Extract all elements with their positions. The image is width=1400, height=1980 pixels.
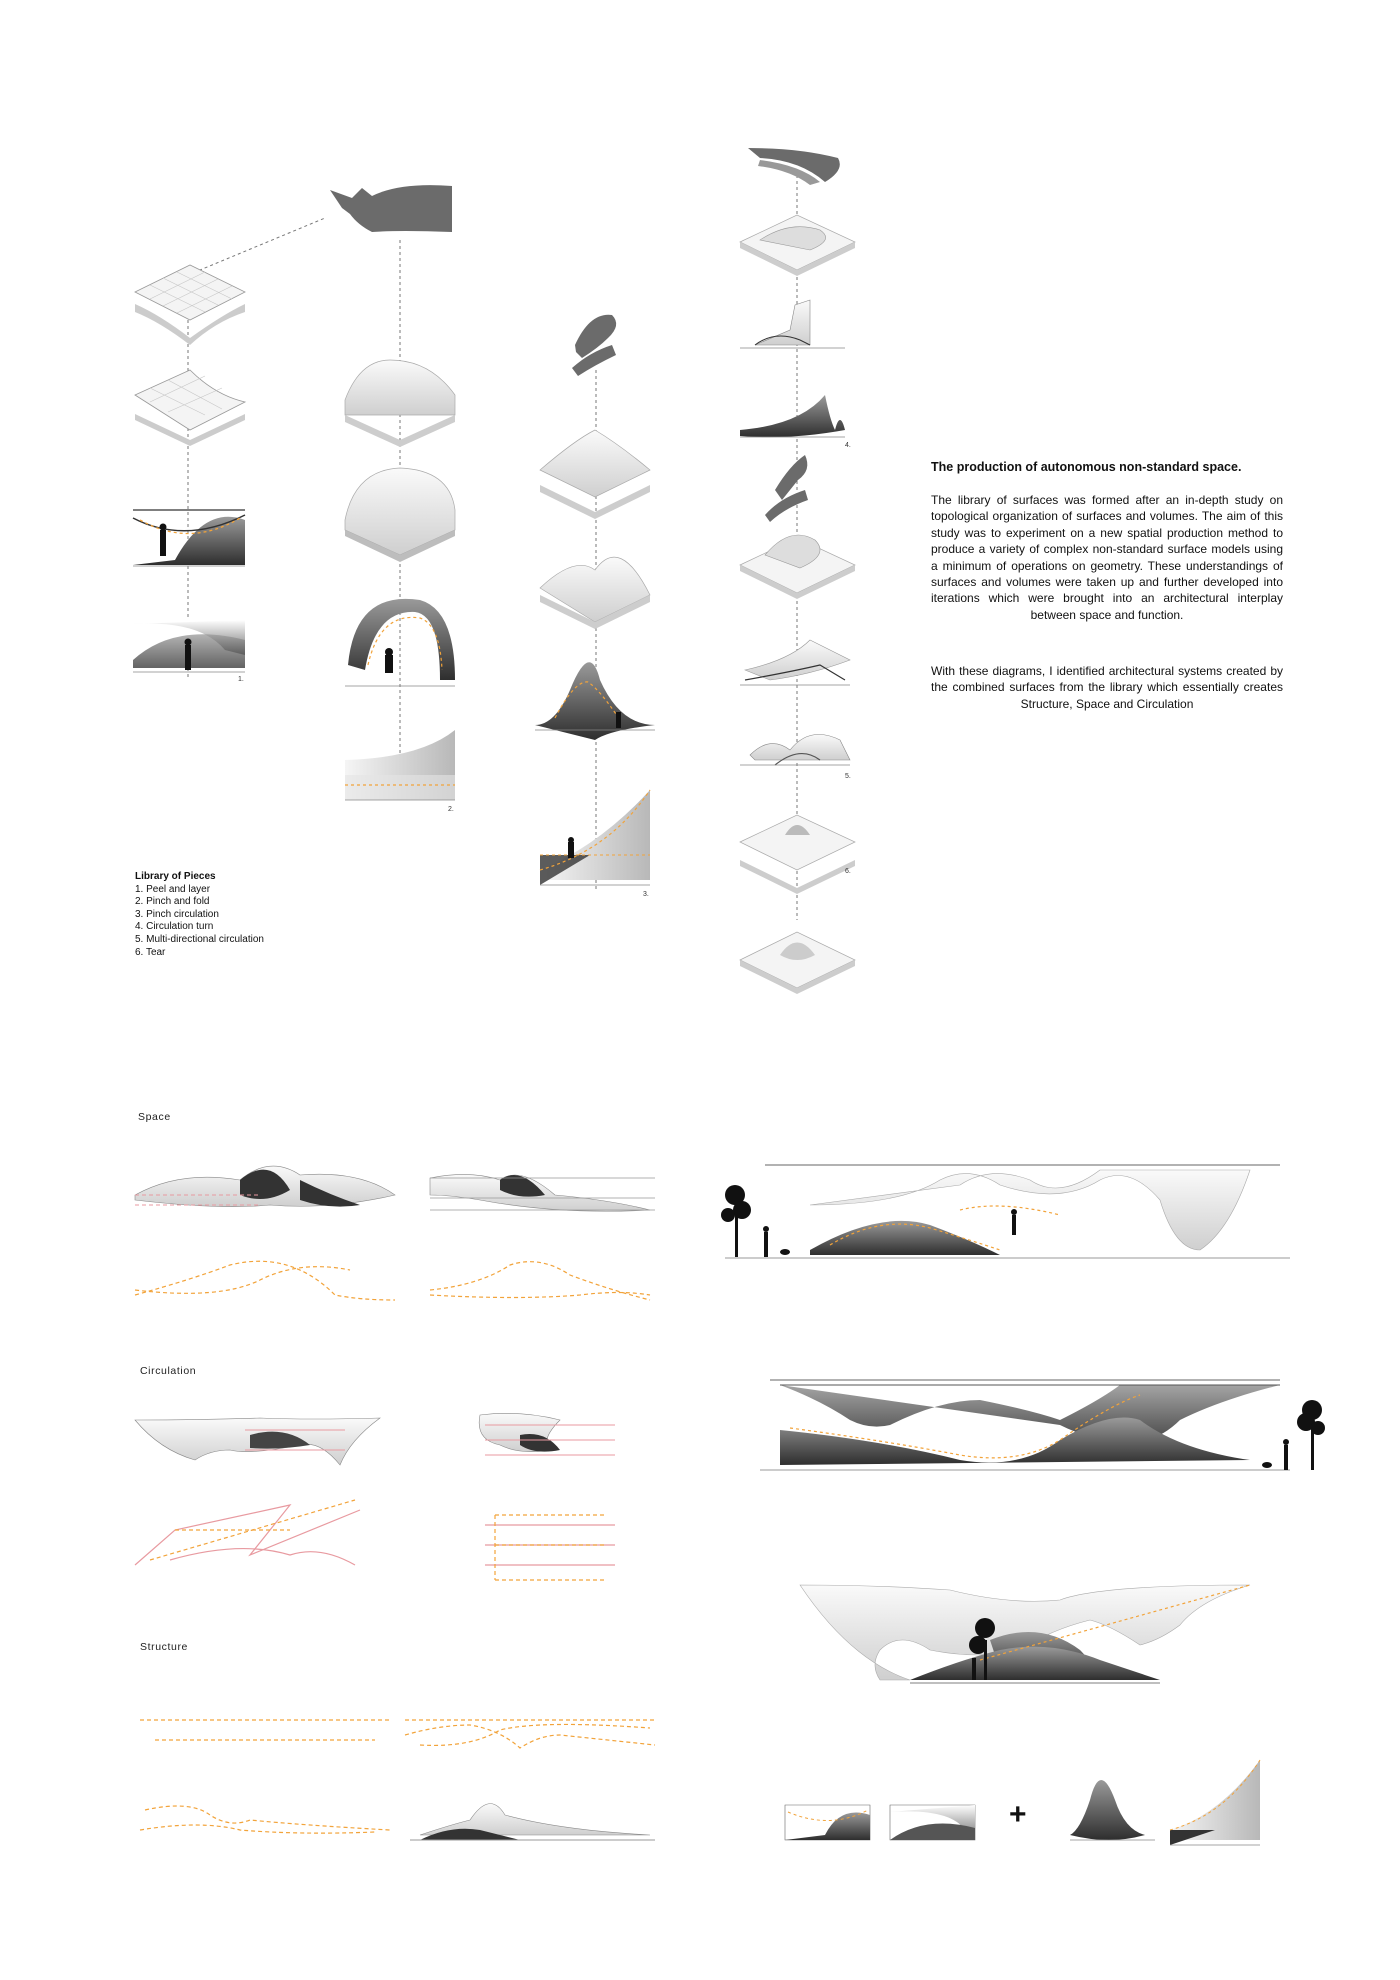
space-diagrams [135, 1165, 1290, 1300]
section-label-space: Space [138, 1111, 171, 1123]
library-item: 5. Multi-directional circulation [135, 933, 264, 945]
library-item: 2. Pinch and fold [135, 896, 210, 908]
column-4-circulation-turn [740, 148, 855, 994]
column-number-1: 1. [238, 676, 244, 683]
column-number-6: 6. [845, 868, 851, 875]
column-2-pinch-and-fold [330, 185, 455, 800]
description-title: The production of autonomous non-standard space. [931, 460, 1242, 474]
column-number-4: 4. [845, 442, 851, 449]
structure-solid [410, 1804, 655, 1840]
structure-diagrams [140, 1720, 655, 1833]
circulation-diagrams [135, 1380, 1325, 1683]
library-legend [135, 871, 335, 959]
section-label-circulation: Circulation [140, 1365, 197, 1377]
column-number-5: 5. [845, 773, 851, 780]
library-item: 1. Peel and layer [135, 883, 211, 895]
column-1-peel-and-layer [133, 265, 245, 672]
plus-operator: + [1009, 1798, 1027, 1831]
description-paragraph-2: With these diagrams, I identified architectural systems created by the combined surfaces from the library which essentially creates Structure, Space and Circulation [931, 664, 1283, 711]
library-item: 6. Tear [135, 946, 166, 958]
library-item: 3. Pinch circulation [135, 908, 219, 920]
column-number-2: 2. [448, 806, 454, 813]
library-heading: Library of Pieces [135, 871, 216, 882]
section-label-structure: Structure [140, 1641, 188, 1653]
description-paragraph-1: The library of surfaces was formed after an in-depth study on topological organization of surfaces and volumes. The aim of this study was to experiment on a new spatial production method to produce a variety of complex non-standard surface models using a minimum of operations on geometry. These understandings of surfaces and volumes were taken up and further developed into iterations which were brought into an architectural interplay between space and function. [931, 493, 1283, 622]
column-3-pinch-circulation [535, 315, 655, 885]
column-number-3: 3. [643, 891, 649, 898]
connector-lines [188, 175, 797, 920]
library-item: 4. Circulation turn [135, 921, 214, 933]
